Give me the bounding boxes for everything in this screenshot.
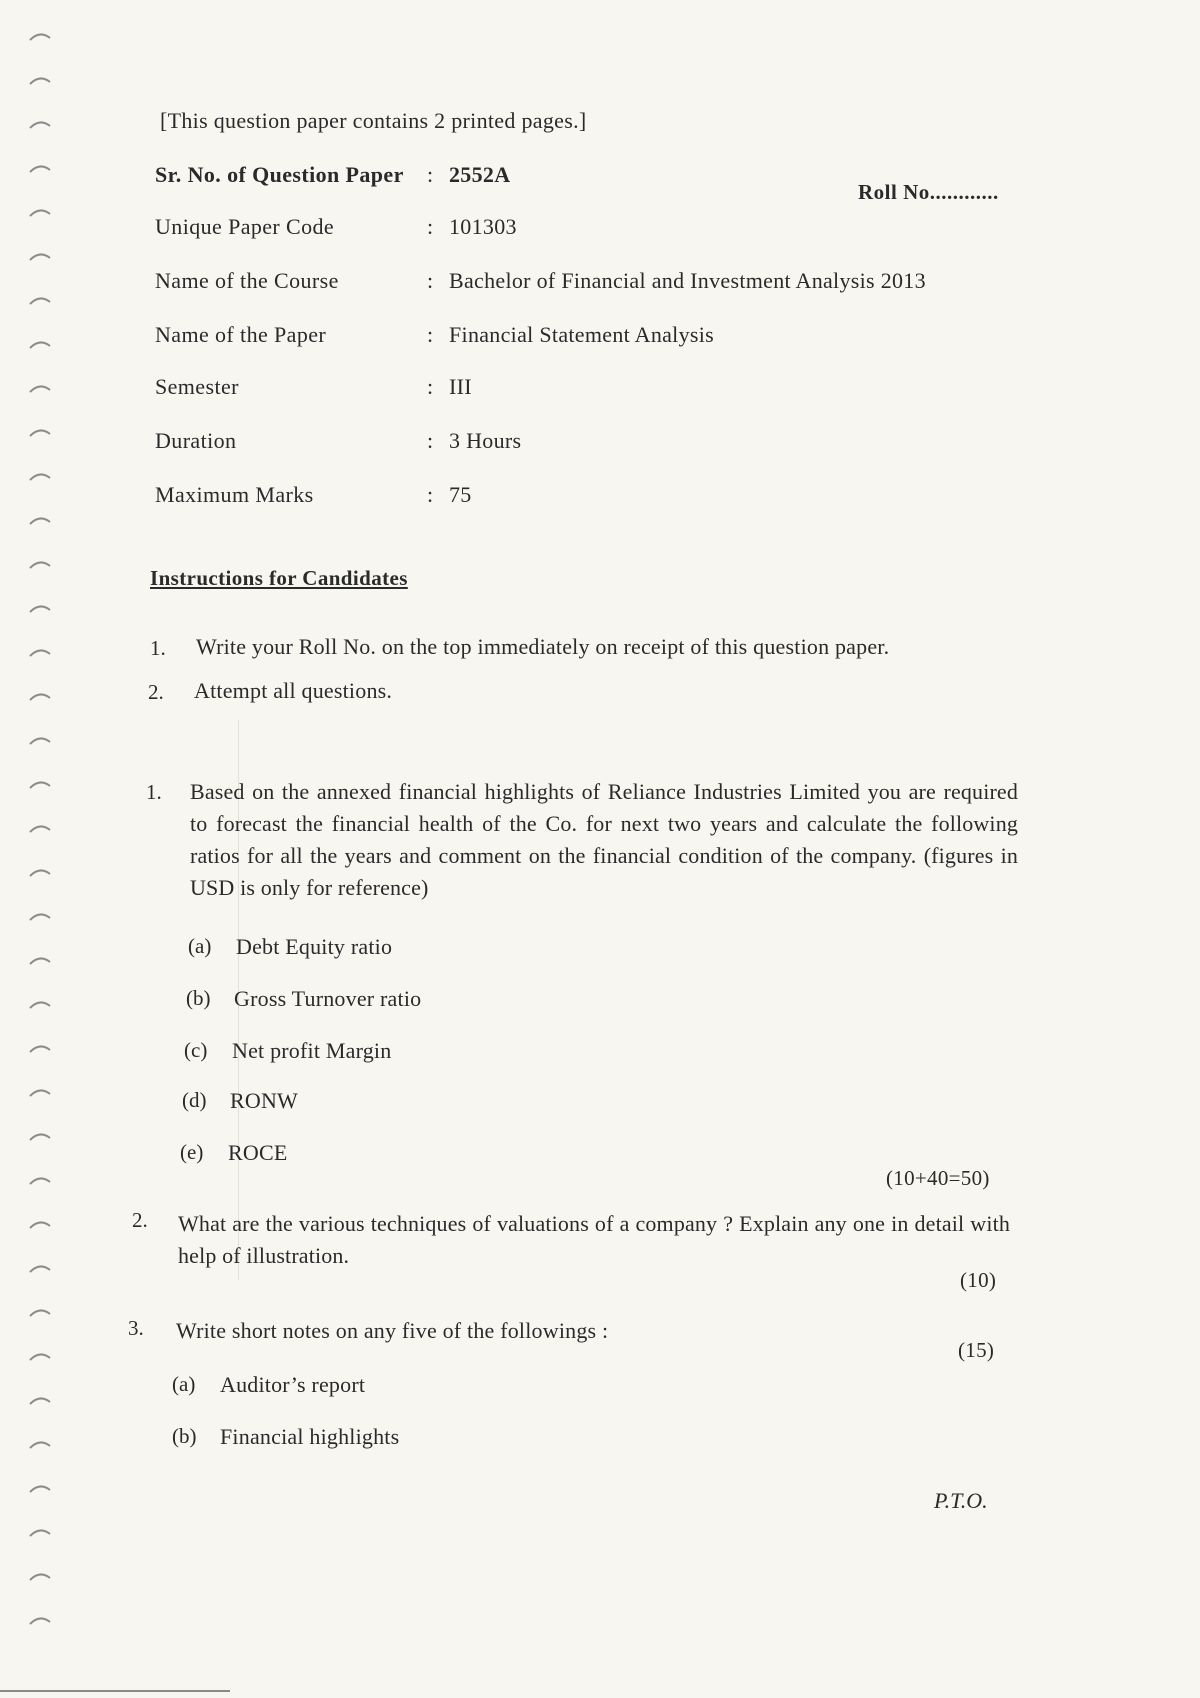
meta-value: 75: [449, 482, 472, 507]
bottom-edge-line: [0, 1690, 230, 1692]
meta-row-maximum-marks: [155, 482, 472, 508]
meta-row-paper-code: [155, 214, 517, 240]
question-text: Based on the annexed financial highlights of Reliance Industries Limited you are required to forecast the financial health of the Co. for next two years and calculate the following ratios for all the years and comment on the financial condition of the company. (figures in USD is only for reference): [190, 779, 1018, 900]
instruction-number: 1.: [150, 636, 166, 660]
subitem-text: RONW: [230, 1088, 299, 1113]
binding-hole-mark: [30, 606, 50, 612]
binding-hole-mark: [30, 738, 50, 744]
meta-value: Bachelor of Financial and Investment Analysis 2013: [449, 268, 926, 293]
binding-hole-mark: [30, 78, 50, 84]
roll-number-field: Roll No............: [858, 180, 999, 204]
question-number: 2.: [132, 1208, 148, 1232]
meta-colon: :: [427, 268, 434, 293]
meta-label: Duration: [155, 428, 237, 453]
binding-hole-mark: [30, 1222, 50, 1228]
instructions-heading: Instructions for Candidates: [150, 566, 408, 590]
binding-hole-mark: [30, 430, 50, 436]
binding-hole-mark: [30, 1090, 50, 1096]
meta-row-semester: [155, 374, 472, 400]
meta-row-course-name: [155, 268, 926, 294]
binding-hole-mark: [30, 1134, 50, 1140]
meta-colon: :: [427, 428, 434, 453]
binding-hole-mark: [30, 1266, 50, 1272]
binding-hole-mark: [30, 298, 50, 304]
binding-hole-mark: [30, 914, 50, 920]
question-text: What are the various techniques of valuations of a company ? Explain any one in detail with help of illustration.: [178, 1211, 1010, 1268]
binding-hole-mark: [30, 386, 50, 392]
meta-row-duration: [155, 428, 521, 454]
meta-label: Name of the Course: [155, 268, 339, 293]
binding-hole-mark: [30, 1354, 50, 1360]
binding-hole-mark: [30, 1178, 50, 1184]
binding-hole-mark: [30, 1398, 50, 1404]
binding-hole-mark: [30, 210, 50, 216]
meta-label: Semester: [155, 374, 239, 399]
binding-hole-mark: [30, 650, 50, 656]
binding-hole-mark: [30, 1486, 50, 1492]
meta-row-paper-name: [155, 322, 714, 348]
question-text: Write short notes on any five of the followings :: [176, 1318, 609, 1343]
subitem-label: (c): [184, 1038, 208, 1062]
binding-hole-mark: [30, 1574, 50, 1580]
meta-value: Financial Statement Analysis: [449, 322, 715, 347]
meta-label: Name of the Paper: [155, 322, 327, 347]
subitem-text: Debt Equity ratio: [236, 934, 393, 959]
meta-colon: :: [427, 162, 434, 187]
subitem-text: Financial highlights: [220, 1424, 400, 1449]
binding-hole-mark: [30, 122, 50, 128]
binding-hole-mark: [30, 342, 50, 348]
question-number: 3.: [128, 1316, 144, 1340]
meta-label: Maximum Marks: [155, 482, 314, 507]
subitem-label: (d): [182, 1088, 207, 1112]
meta-value: 101303: [449, 214, 517, 239]
binding-hole-mark: [30, 1002, 50, 1008]
binding-holes: [24, 0, 64, 1698]
binding-hole-mark: [30, 1046, 50, 1052]
meta-value: 2552A: [449, 162, 511, 187]
question-number: 1.: [146, 780, 162, 804]
binding-hole-mark: [30, 254, 50, 260]
binding-hole-mark: [30, 474, 50, 480]
meta-row-serial-number: [155, 162, 510, 188]
subitem-text: Gross Turnover ratio: [234, 986, 422, 1011]
meta-colon: :: [427, 374, 434, 399]
instruction-number: 2.: [148, 680, 164, 704]
meta-colon: :: [427, 482, 434, 507]
binding-hole-mark: [30, 1442, 50, 1448]
binding-hole-mark: [30, 958, 50, 964]
subitem-text: Auditor’s report: [220, 1372, 366, 1397]
binding-hole-mark: [30, 782, 50, 788]
meta-colon: :: [427, 214, 434, 239]
binding-hole-mark: [30, 870, 50, 876]
subitem-text: ROCE: [228, 1140, 288, 1165]
meta-value: III: [449, 374, 472, 399]
subitem-text: Net profit Margin: [232, 1038, 392, 1063]
binding-hole-mark: [30, 518, 50, 524]
meta-label: Sr. No. of Question Paper: [155, 162, 404, 187]
subitem-label: (b): [172, 1424, 197, 1448]
binding-hole-mark: [30, 1530, 50, 1536]
meta-label: Unique Paper Code: [155, 214, 335, 239]
subitem-label: (a): [188, 934, 212, 958]
subitem-label: (e): [180, 1140, 204, 1164]
meta-value: 3 Hours: [449, 428, 522, 453]
binding-hole-mark: [30, 562, 50, 568]
binding-hole-mark: [30, 34, 50, 40]
binding-hole-mark: [30, 1618, 50, 1624]
instruction-text: Write your Roll No. on the top immediately on receipt of this question paper.: [196, 634, 890, 659]
question-marks: (10+40=50): [886, 1166, 990, 1190]
question-marks: (15): [958, 1338, 995, 1362]
question-marks: (10): [960, 1268, 997, 1292]
binding-hole-mark: [30, 166, 50, 172]
binding-hole-mark: [30, 694, 50, 700]
instruction-text: Attempt all questions.: [194, 678, 393, 703]
page-count-note: [This question paper contains 2 printed pages.]: [160, 108, 587, 133]
please-turn-over-note: P.T.O.: [934, 1488, 988, 1513]
subitem-label: (a): [172, 1372, 196, 1396]
subitem-label: (b): [186, 986, 211, 1010]
meta-colon: :: [427, 322, 434, 347]
binding-hole-mark: [30, 826, 50, 832]
binding-hole-mark: [30, 1310, 50, 1316]
